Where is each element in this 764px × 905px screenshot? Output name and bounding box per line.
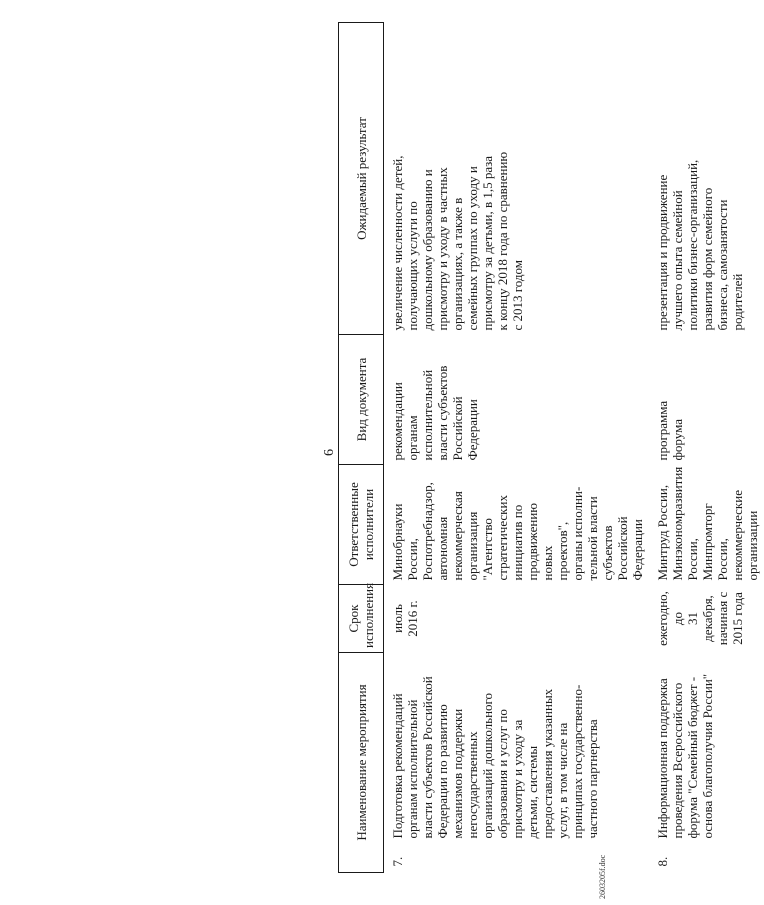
header-deadline: Срок исполнения [339, 585, 384, 653]
page-number: 6 [322, 449, 337, 456]
row-result: увеличение численности детей, получающих услуги по дошкольному образованию и присмотру и уходу в частных организациях, а также в семейных группах по уходу и присмотру за детьми, в 1,5 раза к концу 2018 года по сравнению с 2013 годом [390, 151, 525, 331]
row-doc-type: рекомендации органам исполнительной власти субъектов Российской Федерации [390, 365, 480, 461]
row-executors: Минтруд России, Минэкономразвития России, Минпромторг России, некоммерческие организации [655, 466, 760, 581]
row-name: Информационная поддержка проведения Всероссийского форума "Семейный бюджет - основа благополучия России" [655, 673, 715, 839]
header-executors: Ответственные исполнители [339, 465, 384, 585]
header-name: Наименование мероприятия [339, 653, 384, 873]
footer-file-code: 2603205f.doc [598, 854, 607, 899]
row-doc-type: программа форума [655, 400, 685, 461]
row-number: 8. [655, 856, 670, 867]
row-deadline: ежегодно, до 31 декабря, начиная с 2015 года [655, 591, 745, 646]
row-executors: Минобрнауки России, Роспотребнадзор, автономная некоммерческая организация "Агентство стратегических инициатив по продвижению новых проектов", органы исполни- тельной власти субъектов Российской Федерации [390, 482, 645, 581]
row-number: 7. [390, 856, 405, 867]
row-result: презентация и продвижение лучшего опыта семейной политики бизнес-организаций, развития форм семейного бизнеса, самозанятости родителей [655, 159, 745, 331]
table-row [384, 23, 650, 873]
measures-table [338, 22, 764, 873]
table-row [649, 23, 764, 873]
row-name: Подготовка рекомендаций органам исполнительной власти субъектов Российской Федерации по развитию механизмов поддержки негосударственных организаций дошкольного образования и услуг по присмотру и уходу за детьми, системы предоставления указанных услуг, в том числе на принципах государственно- частного партнерства [390, 676, 600, 839]
header-doc-type: Вид документа [339, 335, 384, 465]
row-deadline: июль 2016 г. [390, 600, 420, 637]
table-header-row [339, 23, 384, 873]
header-result: Ожидаемый результат [339, 23, 384, 335]
